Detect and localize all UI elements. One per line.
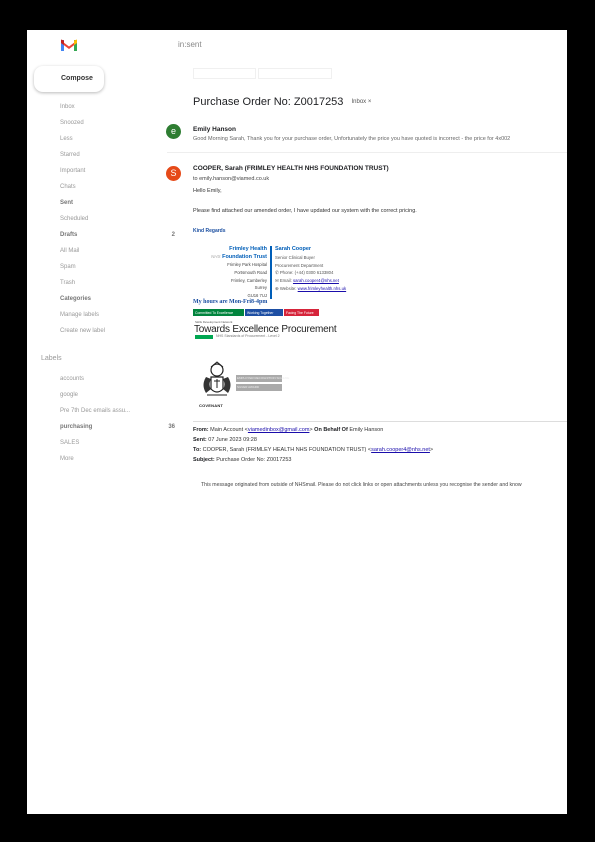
greeting-text: Hello Emily,: [193, 188, 222, 194]
compose-label: Compose: [61, 75, 93, 82]
sidebar-item-label: Sent: [60, 200, 74, 206]
avatar[interactable]: e: [166, 124, 181, 139]
label-item-google[interactable]: [60, 391, 175, 407]
label-item-accounts[interactable]: [60, 375, 175, 391]
sidebar-nav: [60, 103, 175, 343]
globe-icon: ⊕: [275, 285, 279, 291]
address-line: Surrey: [254, 285, 267, 291]
forward-subject: [193, 457, 291, 463]
label-name: SALES: [60, 440, 80, 446]
sidebar-item-manage-labels[interactable]: [60, 311, 175, 327]
thread-subject: [193, 96, 371, 108]
email-link[interactable]: sarah.cooper4@nhs.net: [292, 278, 339, 284]
sidebar-item-categories[interactable]: [60, 295, 175, 311]
external-mail-notice: This message originated from outside of NHSmail. Please do not click links or open attachments unless you recognise the sender and know: [201, 482, 522, 488]
tep-subtext: NHS Standards of Procurement - Level 2: [216, 334, 280, 338]
working-hours: My hours are Mon-Fri8-4pm: [193, 299, 268, 305]
tep-logo-text: Towards Excellence Procurement: [194, 324, 337, 335]
sidebar-item-scheduled[interactable]: [60, 215, 175, 231]
sidebar-item-label: Starred: [60, 152, 80, 158]
covenant-text: COVENANT: [199, 403, 224, 408]
label-name: Pre 7th Dec emails assu...: [60, 408, 131, 414]
signature-org: [199, 246, 267, 300]
mail-icon: ✉: [275, 278, 279, 284]
to-label: To:: [193, 447, 202, 453]
sidebar-item-label: Create new label: [60, 328, 106, 334]
from-text: Emily Hanson: [347, 427, 384, 433]
message-divider: [167, 152, 567, 153]
phone-text: Phone: (+44) 0300 6133804: [279, 270, 334, 276]
website-link[interactable]: www.frimleyhealth.nhs.uk: [297, 285, 347, 291]
org-name-line1: Frimley Health: [229, 246, 267, 252]
subject-text: Purchase Order No: Z0017253: [214, 457, 292, 463]
forward-sent: [193, 437, 257, 443]
sidebar-item-starred[interactable]: [60, 151, 175, 167]
website-label: Website:: [279, 285, 297, 291]
address-line: Portsmouth Road: [234, 269, 267, 275]
sidebar-item-important[interactable]: [60, 167, 175, 183]
to-email-link[interactable]: sarah.cooper4@nhs.net: [371, 447, 430, 453]
phone-icon: ✆: [275, 270, 279, 276]
forward-from: [193, 427, 383, 433]
label-item-pre7[interactable]: [60, 407, 175, 423]
signature-phone: [275, 269, 346, 277]
org-name-text: Foundation Trust: [222, 254, 267, 260]
sidebar-item-label: Manage labels: [60, 312, 100, 318]
forward-to: [193, 447, 433, 453]
label-item-sales[interactable]: [60, 439, 175, 455]
avatar[interactable]: S: [166, 166, 181, 181]
value-badge: Working Together: [245, 309, 283, 316]
sidebar-item-label: Important: [60, 168, 86, 174]
sidebar-item-less[interactable]: [60, 135, 175, 151]
sidebar-item-label: Spam: [60, 264, 76, 270]
tep-strip-icon: [195, 335, 213, 339]
sidebar-item-spam[interactable]: [60, 263, 175, 279]
label-name: purchasing: [60, 424, 93, 430]
from-label: From:: [193, 427, 209, 433]
org-name-line2: [199, 253, 267, 261]
sign-off: Kind Regards: [193, 228, 226, 234]
sidebar-item-label: Inbox: [60, 104, 75, 110]
sidebar-item-snoozed[interactable]: [60, 119, 175, 135]
sidebar-item-inbox[interactable]: [60, 103, 175, 119]
sidebar-item-sent[interactable]: [60, 199, 175, 215]
award-bar: SILVER AWARD: [236, 384, 282, 391]
tep-network-text: Skills Development Network: [195, 320, 233, 324]
sidebar-item-label: Chats: [60, 184, 76, 190]
toolbar-button-1[interactable]: [193, 68, 256, 79]
sent-label: Sent:: [193, 437, 207, 443]
sidebar-item-all-mail[interactable]: [60, 247, 175, 263]
sidebar-item-label: Drafts: [60, 232, 78, 238]
from-text: >: [309, 427, 315, 433]
sidebar-item-label: Trash: [60, 280, 76, 286]
address-line: GU16 7UJ: [247, 293, 267, 299]
sidebar-item-label: All Mail: [60, 248, 80, 254]
signature-department: Procurement Department: [275, 262, 324, 268]
value-badge: Facing The Future: [284, 309, 319, 316]
body-text: Please find attached our amended order, I have updated our system with the correct pricing.: [193, 208, 417, 214]
nhs-logo-text: NHS: [211, 254, 221, 259]
purchasing-count: 36: [168, 424, 175, 430]
sidebar-item-drafts[interactable]: [60, 231, 175, 247]
labels-list: [60, 375, 175, 471]
drafts-count: 2: [171, 232, 175, 238]
to-text: >: [429, 447, 434, 453]
toolbar-button-2[interactable]: [258, 68, 332, 79]
award-bar: EMPLOYER RECOGNITION SCHEME: [237, 376, 290, 380]
sidebar-item-label: Scheduled: [60, 216, 89, 222]
label-item-more[interactable]: [60, 455, 175, 471]
to-text: COOPER, Sarah (FRIMLEY HEALTH NHS FOUNDATION TRUST) <: [201, 447, 372, 453]
value-badge: Committed To Excellence: [193, 309, 244, 316]
forward-divider: [193, 421, 567, 422]
search-query[interactable]: in:sent: [178, 40, 202, 49]
from-text: Main Account <: [210, 427, 248, 433]
label-name: More: [60, 456, 74, 462]
recipient-line[interactable]: to emily.hanson@viamed.co.uk: [193, 176, 270, 182]
address-line: Frimley Park Hospital: [227, 262, 267, 267]
sidebar-item-label: Categories: [60, 296, 92, 302]
sidebar-item-label: Less: [60, 136, 73, 142]
labels-heading: Labels: [41, 355, 62, 362]
subject-label: Subject:: [193, 457, 215, 463]
signature-website: [275, 285, 346, 293]
compose-button[interactable]: [34, 66, 104, 92]
from-email-link[interactable]: viamedinbox@gmail.com: [247, 427, 310, 433]
label-name: accounts: [60, 376, 85, 382]
label-item-purchasing[interactable]: [60, 423, 175, 439]
email-label: Email:: [279, 278, 292, 284]
sidebar-item-label: Snoozed: [60, 120, 84, 126]
signature-name: Sarah Cooper: [275, 246, 312, 252]
sidebar-item-trash[interactable]: [60, 279, 175, 295]
message-snippet[interactable]: Good Morning Sarah, Thank you for your purchase order, Unfortunately the price you have quoted is incorrect - the price for 4x002: [193, 136, 511, 142]
on-behalf-label: On Behalf Of: [314, 427, 348, 433]
signature-divider: [270, 246, 272, 299]
inbox-label-tag[interactable]: Inbox ×: [351, 99, 372, 105]
signature-email: [275, 277, 346, 285]
gmail-logo-icon[interactable]: [61, 39, 77, 51]
address-line: Frimley, Camberley: [231, 277, 267, 283]
subject-text: Purchase Order No: Z0017253: [193, 96, 344, 108]
signature-contact: [275, 246, 346, 293]
signature-role: Senior Clinical Buyer: [275, 254, 315, 260]
label-name: google: [60, 392, 79, 398]
gmail-window: [27, 30, 567, 814]
sidebar-item-chats[interactable]: [60, 183, 175, 199]
sent-text: 07 June 2023 09:28: [206, 437, 257, 443]
message-sender[interactable]: Emily Hanson: [193, 126, 236, 133]
message-sender[interactable]: COOPER, Sarah (FRIMLEY HEALTH NHS FOUNDATION TRUST): [193, 165, 389, 172]
sidebar-item-create-label[interactable]: [60, 327, 175, 343]
